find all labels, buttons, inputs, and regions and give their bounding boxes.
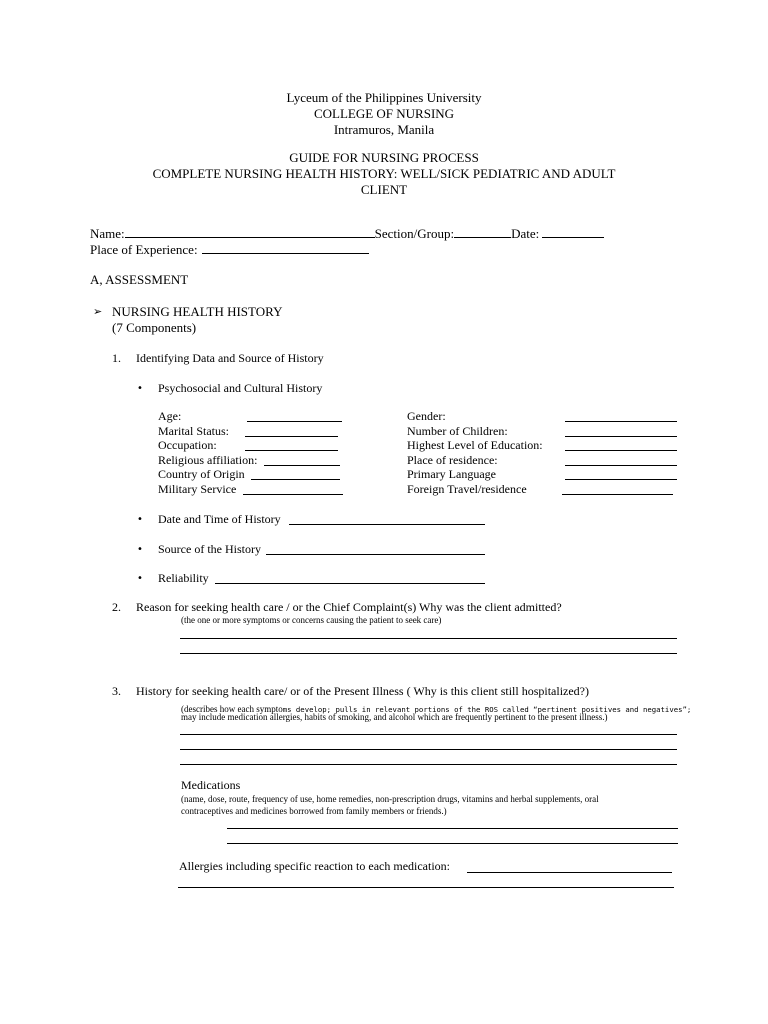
- field-age-label: Age:: [158, 409, 182, 423]
- college-name: COLLEGE OF NURSING: [313, 106, 455, 121]
- medications-answer-line[interactable]: [227, 828, 678, 829]
- field-military-label: Military Service: [158, 482, 237, 496]
- field-religion-blank[interactable]: [264, 465, 340, 466]
- bullet-date-time: Date and Time of History: [158, 512, 281, 526]
- medications-note-line2: contraceptives and medicines borrowed from family members or friends.): [181, 806, 447, 816]
- bullet-icon: •: [137, 544, 143, 555]
- field-travel-blank[interactable]: [562, 494, 673, 495]
- field-education-blank[interactable]: [565, 450, 677, 451]
- bullet-icon: •: [137, 514, 143, 525]
- medications-title: Medications: [181, 778, 241, 792]
- bullet-source: Source of the History: [158, 542, 261, 556]
- field-residence-label: Place of residence:: [407, 453, 498, 467]
- item3-note-b: ms develop; pulls in relevant portions of the ROS called “pertinent positives and negatives”;: [282, 705, 692, 714]
- field-marital-blank[interactable]: [245, 436, 338, 437]
- item3-note-line2: may include medication allergies, habits of smoking, and alcohol which are frequently pertinent to the present illness.): [181, 712, 608, 722]
- item3-title: History for seeking health care/ or of the Present Illness ( Why is this client still hospitalized?): [136, 684, 589, 698]
- allergies-label: Allergies including specific reaction to each medication:: [179, 859, 451, 873]
- location: Intramuros, Manila: [333, 122, 435, 137]
- field-gender-blank[interactable]: [565, 421, 677, 422]
- medications-answer-line[interactable]: [227, 843, 678, 844]
- doc-title-line3: CLIENT: [360, 182, 408, 197]
- source-blank[interactable]: [266, 554, 485, 555]
- name-blank[interactable]: [125, 225, 375, 238]
- item3-number: 3.: [112, 684, 121, 698]
- allergies-blank[interactable]: [467, 872, 672, 873]
- field-marital-label: Marital Status:: [158, 424, 229, 438]
- item2-note: (the one or more symptoms or concerns causing the patient to seek care): [181, 615, 442, 625]
- item3-answer-line[interactable]: [180, 764, 677, 765]
- field-military-blank[interactable]: [243, 494, 343, 495]
- item2-number: 2.: [112, 600, 121, 614]
- arrow-bullet-icon: ➢: [93, 305, 103, 318]
- bullet-reliability: Reliability: [158, 571, 209, 585]
- allergies-answer-line[interactable]: [178, 887, 674, 888]
- field-residence-blank[interactable]: [565, 465, 677, 466]
- section-blank[interactable]: [454, 225, 511, 238]
- place-blank[interactable]: [202, 241, 369, 254]
- item2-answer-line[interactable]: [180, 638, 677, 639]
- field-language-blank[interactable]: [565, 479, 677, 480]
- components-count: (7 Components): [112, 320, 197, 335]
- field-travel-label: Foreign Travel/residence: [407, 482, 527, 496]
- field-occupation-blank[interactable]: [245, 450, 338, 451]
- field-language-label: Primary Language: [407, 467, 496, 481]
- section-label: Section/Group:: [374, 226, 455, 241]
- item2-answer-line[interactable]: [180, 653, 677, 654]
- field-age-blank[interactable]: [247, 421, 342, 422]
- assessment-heading: A, ASSESSMENT: [90, 272, 189, 287]
- bullet-icon: •: [137, 383, 143, 394]
- date-blank[interactable]: [542, 225, 604, 238]
- field-country-label: Country of Origin: [158, 467, 245, 481]
- name-row: [90, 225, 604, 242]
- bullet-psychosocial: Psychosocial and Cultural History: [158, 381, 323, 395]
- date-label: Date:: [511, 226, 540, 241]
- name-label: Name:: [90, 226, 125, 241]
- date-time-blank[interactable]: [289, 524, 485, 525]
- item3-note-a: (describes how each sympto: [181, 704, 283, 714]
- doc-title-line2: COMPLETE NURSING HEALTH HISTORY: WELL/SICK PEDIATRIC AND ADULT: [152, 166, 616, 181]
- bullet-icon: •: [137, 573, 143, 584]
- medications-note-line1: (name, dose, route, frequency of use, home remedies, non-prescription drugs, vitamins and herbal supplements, oral: [181, 794, 599, 804]
- place-label: Place of Experience:: [90, 242, 198, 257]
- field-children-blank[interactable]: [565, 436, 677, 437]
- field-religion-label: Religious affiliation:: [158, 453, 258, 467]
- place-row: [90, 241, 369, 258]
- field-country-blank[interactable]: [251, 479, 340, 480]
- history-title: NURSING HEALTH HISTORY: [112, 304, 283, 319]
- field-occupation-label: Occupation:: [158, 438, 217, 452]
- item3-answer-line[interactable]: [180, 749, 677, 750]
- item2-title: Reason for seeking health care / or the Chief Complaint(s) Why was the client admitted?: [136, 600, 562, 614]
- field-gender-label: Gender:: [407, 409, 446, 423]
- field-education-label: Highest Level of Education:: [407, 438, 543, 452]
- item3-answer-line[interactable]: [180, 734, 677, 735]
- field-children-label: Number of Children:: [407, 424, 508, 438]
- item1-title: Identifying Data and Source of History: [136, 351, 324, 365]
- doc-title-line1: GUIDE FOR NURSING PROCESS: [289, 150, 479, 165]
- reliability-blank[interactable]: [215, 583, 485, 584]
- university-name: Lyceum of the Philippines University: [286, 90, 482, 105]
- item1-number: 1.: [112, 351, 121, 365]
